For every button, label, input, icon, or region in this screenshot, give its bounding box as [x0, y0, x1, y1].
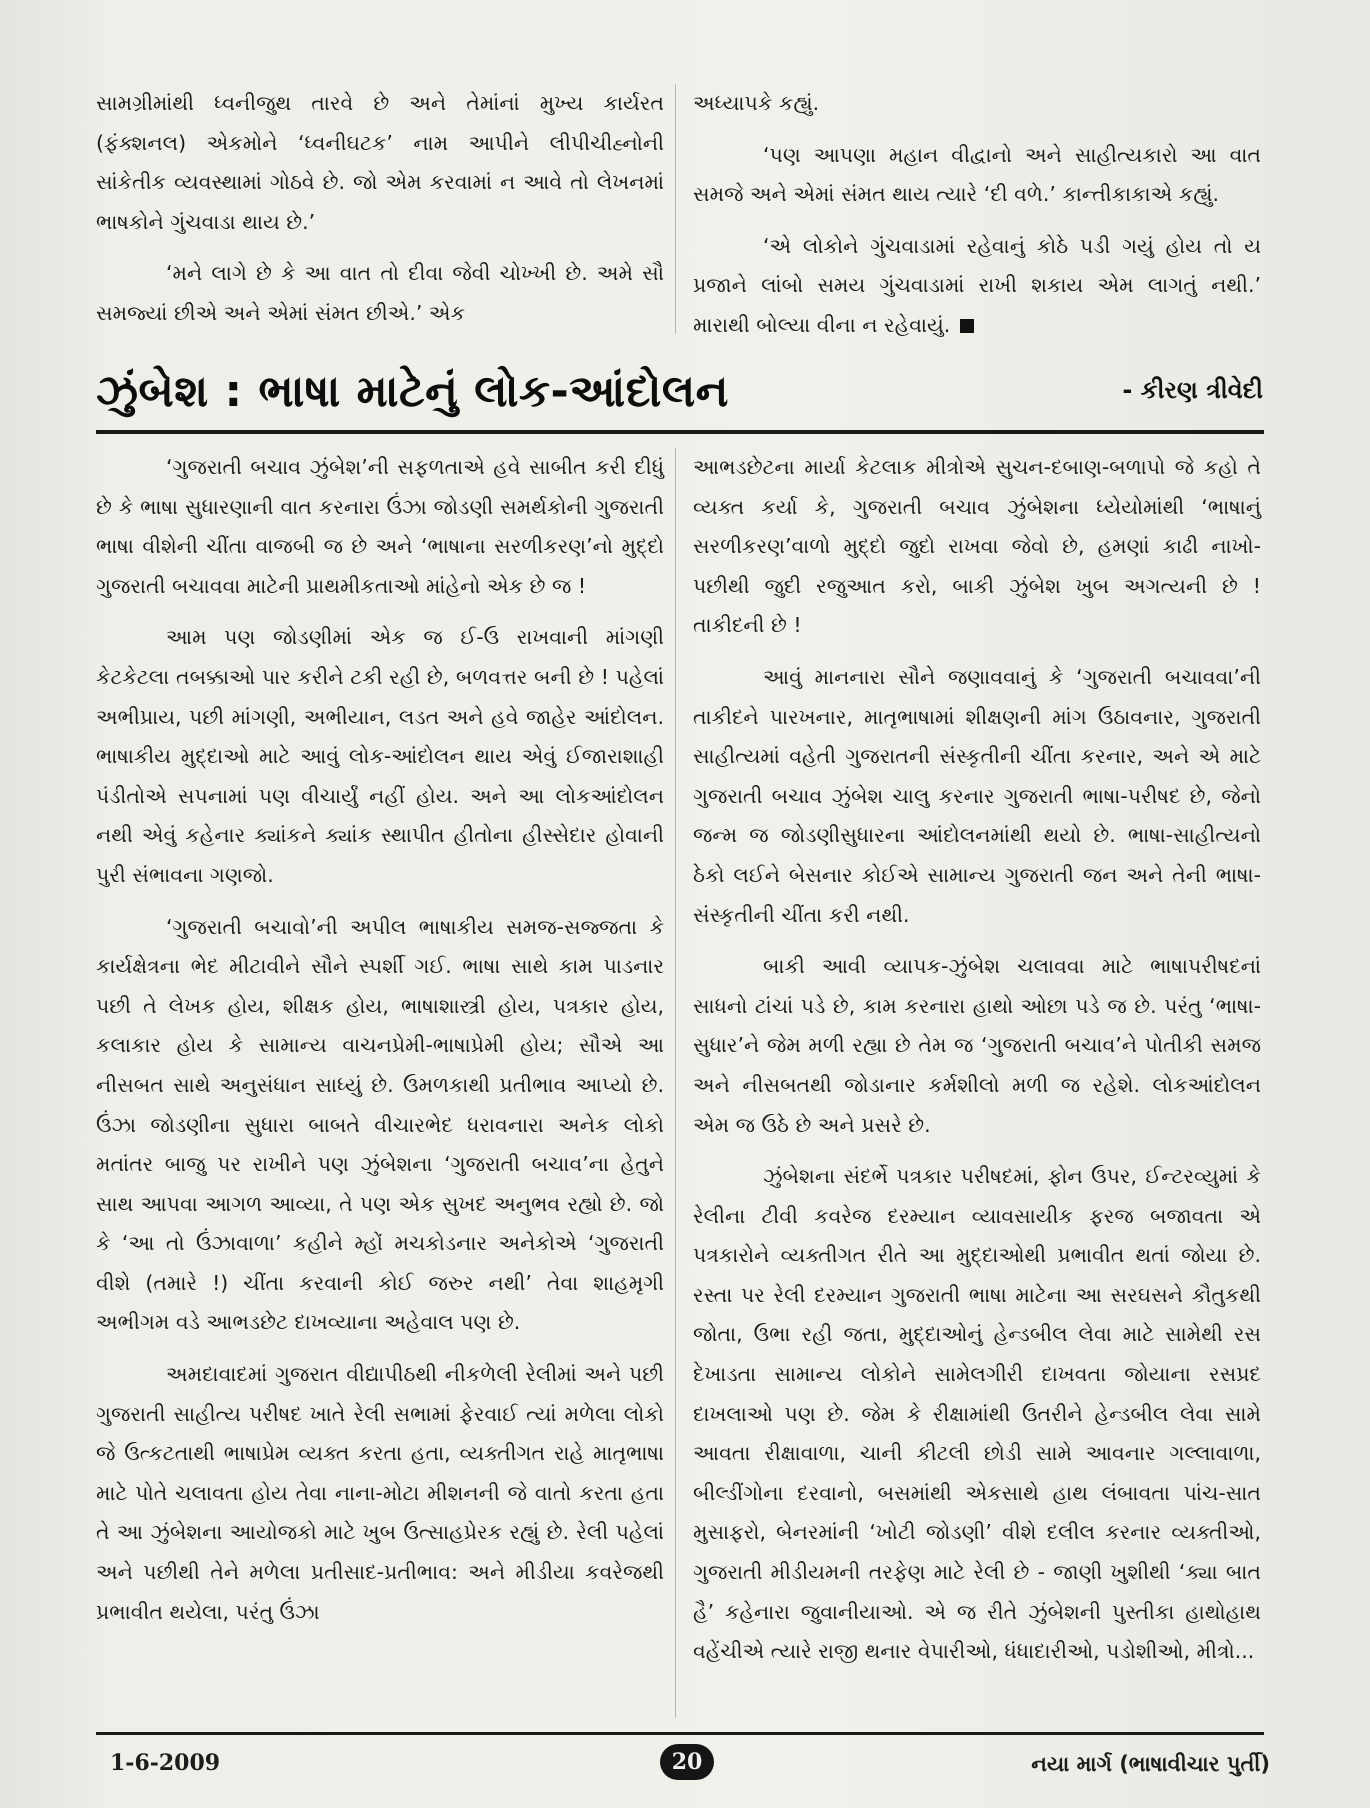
column-divider	[675, 448, 676, 1718]
article-author: - કીરણ ત્રીવેદી	[1122, 376, 1263, 404]
title-rule	[96, 430, 1264, 434]
paragraph: બાકી આવી વ્યાપક-ઝુંબેશ ચલાવવા માટે ભાષાપરીષદનાં સાધનો ટાંચાં પડે છે, કામ કરનારા હાથો ઓછા પડે જ છે. પરંતુ ‘ભાષા-સુધાર’ને જેમ મળી રહ્યા છે તેમ જ ‘ગુજરાતી બચાવ’ને પોતીકી સમજ અને નીસબતથી જોડાનાર કર્મશીલો મળી જ રહેશે. લોકઆંદોલન એમ જ ઉઠે છે અને પ્રસરે છે.	[693, 954, 1261, 1137]
article-title: ઝુંબેશ : ભાષા માટેનું લોક-આંદોલન	[96, 366, 729, 417]
paragraph: સામગ્રીમાંથી ધ્વનીજુથ તારવે છે અને તેમાંનાં મુખ્ય કાર્યરત (ફંક્શનલ) એકમોને ‘ધ્વનીઘટક’ નામ આપીને લીપીચીહ્નોની સાંકેતીક વ્યવસ્થામાં ગોઠવે છે. જો એમ કરવામાં ન આવે તો લેખનમાં ભાષકોને ગુંચવાડા થાય છે.’	[96, 91, 664, 234]
paragraph-with-endmark	[693, 227, 1261, 346]
issue-date: 1-6-2009	[110, 1750, 221, 1776]
paragraph: આભડછેટના માર્યા કેટલાક મીત્રોએ સુચન-દબાણ-બળાપો જે કહો તે વ્યક્ત કર્યા કે, ગુજરાતી બચાવ ઝુંબેશના ધ્યેયોમાંથી ‘ભાષાનું સરળીકરણ’વાળો મુદ્દો જુદો રાખવા જેવો છે, હમણાં કાઢી નાખો-પછીથી જુદી રજુઆત કરો, બાકી ઝુંબેશ ખુબ અગત્યની છે ! તાકીદની છે !	[693, 455, 1261, 638]
paragraph: ઝુંબેશના સંદર્ભે પત્રકાર પરીષદમાં, ફોન ઉપર, ઈન્ટરવ્યુમાં કે રેલીના ટીવી કવરેજ દરમ્યાન વ્યાવસાયીક ફરજ બજાવતા એ પત્રકારોને વ્યક્તીગત રીતે આ મુદ્દાઓથી પ્રભાવીત થતાં જોયા છે. રસ્તા પર રેલી દરમ્યાન ગુજરાતી ભાષા માટેના આ સરઘસને કૌતુકથી જોતા, ઉભા રહી જતા, મુદ્દાઓનું હેન્ડબીલ લેવા માટે સામેથી રસ દેખાડતા સામાન્ય લોકોને સામેલગીરી દાખવતા જોયાના રસપ્રદ દાખલાઓ પણ છે. જેમ કે રીક્ષામાંથી ઉતરીને હેન્ડબીલ લેવા સામે આવતા રીક્ષાવાળા, ચાની કીટલી છોડી સામે આવનાર ગલ્લાવાળા, બીલ્ડીંગોના દરવાનો, બસમાંથી એકસાથે હાથ લંબાવતા પાંચ-સાત મુસાફરો, બેનરમાંની ‘ખોટી જોડણી’ વીશે દલીલ કરનાર વ્યક્તીઓ, ગુજરાતી મીડીયમની તરફેણ માટે રેલી છે - જાણી ખુશીથી ‘ક્યા બાત હૈ’ કહેનારા જુવાનીયાઓ. એ જ રીતે ઝુંબેશની પુસ્તીકા હાથોહાથ વહેંચીએ ત્યારે રાજી થનાર વેપારીઓ, ધંધાદારીઓ, પડોશીઓ, મીત્રો...	[693, 1164, 1261, 1664]
page-number: 20	[660, 1744, 714, 1780]
paragraph: આમ પણ જોડણીમાં એક જ ઈ-ઉ રાખવાની માંગણી કેટકેટલા તબક્કાઓ પાર કરીને ટકી રહી છે, બળવત્તર બની છે ! પહેલાં અભીપ્રાય, પછી માંગણી, અભીયાન, લડત અને હવે જાહેર આંદોલન. ભાષાકીય મુદ્દાઓ માટે આવું લોક-આંદોલન થાય એવું ઈજારાશાહી પંડીતોએ સપનામાં પણ વીચાર્યું નહીં હોય. અને આ લોકઆંદોલન નથી એવું કહેનાર ક્યાંકને ક્યાંક સ્થાપીત હીતોના હીસ્સેદાર હોવાની પુરી સંભાવના ગણજો.	[96, 625, 664, 887]
column-divider	[675, 84, 676, 334]
paragraph: અધ્યાપકે કહ્યું.	[693, 91, 820, 115]
paragraph: આવું માનનારા સૌને જણાવવાનું કે ‘ગુજરાતી બચાવવા’ની તાકીદને પારખનાર, માતૃભાષામાં શીક્ષણની માંગ ઉઠાવનાર, ગુજરાતી સાહીત્યમાં વહેતી ગુજરાતની સંસ્કૃતીની ચીંતા કરનાર, અને એ માટે ગુજરાતી બચાવ ઝુંબેશ ચાલુ કરનાર ગુજરાતી ભાષા-પરીષદ છે, જેનો જન્મ જ જોડણીસુધારના આંદોલનમાંથી થયો છે. ભાષા-સાહીત્યનો ઠેકો લઈને બેસનાર કોઈએ સામાન્ય ગુજરાતી જન અને તેની ભાષા-સંસ્કૃતીની ચીંતા કરી નથી.	[693, 664, 1261, 927]
paragraph: ‘પણ આપણા મહાન વીદ્વાનો અને સાહીત્યકારો આ વાત સમજે અને એમાં સંમત થાય ત્યારે ‘દી વળે.’ કાન્તીકાકાએ કહ્યું.	[693, 142, 1261, 207]
top-left-column	[96, 84, 664, 346]
publication-name: નયા માર્ગ (ભાષાવીચાર પુર્તી)	[1031, 1752, 1270, 1776]
paragraph: અમદાવાદમાં ગુજરાત વીદ્યાપીઠથી નીકળેલી રેલીમાં અને પછી ગુજરાતી સાહીત્ય પરીષદ ખાતે રેલી સભામાં ફેરવાઈ ત્યાં મળેલા લોકો જે ઉત્કટતાથી ભાષાપ્રેમ વ્યક્ત કરતા હતા, વ્યક્તીગત રાહે માતૃભાષા માટે પોતે ચલાવતા હોય તેવા નાના-મોટા મીશનની જે વાતો કરતા હતા તે આ ઝુંબેશના આયોજકો માટે ખુબ ઉત્સાહપ્રેરક રહ્યું છે. રેલી પહેલાં અને પછીથી તેને મળેલા પ્રતીસાદ-પ્રતીભાવ: અને મીડીયા કવરેજથી પ્રભાવીત થયેલા, પરંતુ ઉંઝા	[96, 1362, 664, 1624]
end-mark-icon	[960, 319, 974, 333]
paragraph: ‘ગુજરાતી બચાવો’ની અપીલ ભાષાકીય સમજ-સજ્જતા કે કાર્યક્ષેત્રના ભેદ મીટાવીને સૌને સ્પર્શી ગઈ. ભાષા સાથે કામ પાડનાર પછી તે લેખક હોય, શીક્ષક હોય, ભાષાશાસ્ત્રી હોય, પત્રકાર હોય, કલાકાર હોય કે સામાન્ય વાચનપ્રેમી-ભાષાપ્રેમી હોય; સૌએ આ નીસબત સાથે અનુસંધાન સાધ્યું છે. ઉમળકાથી પ્રતીભાવ આપ્યો છે. ઉંઝા જોડણીના સુધારા બાબતે વીચારભેદ ધરાવનારા અનેક લોકો મતાંતર બાજુ પર રાખીને પણ ઝુંબેશના ‘ગુજરાતી બચાવ’ના હેતુને સાથ આપવા આગળ આવ્યા, તે પણ એક સુખદ અનુભવ રહ્યો છે. જો કે ‘આ તો ઉંઝાવાળા’ કહીને મ્હોં મચકોડનાર અનેકોએ ‘ગુજરાતી વીશે (તમારે !) ચીંતા કરવાની કોઈ જરુર નથી’ તેવા શાહમૃગી અભીગમ વડે આભડછેટ દાખવ્યાના અહેવાલ પણ છે.	[96, 914, 664, 1335]
article-left-column	[96, 448, 664, 1644]
paragraph-text: ‘એ લોકોને ગુંચવાડામાં રહેવાનું કોઠે પડી ગયું હોય તો ય પ્રજાને લાંબો સમય ગુંચવાડામાં રાખી શકાય એમ લાગતું નથી.’ મારાથી બોલ્યા વીના ન રહેવાયું.	[693, 233, 1261, 337]
paragraph: ‘ગુજરાતી બચાવ ઝુંબેશ’ની સફળતાએ હવે સાબીત કરી દીધું છે કે ભાષા સુધારણાની વાત કરનારા ઉંઝા જોડણી સમર્થકોની ગુજરાતી ભાષા વીશેની ચીંતા વાજબી જ છે અને ‘ભાષાના સરળીકરણ’નો મુદ્દો ગુજરાતી બચાવવા માટેની પ્રાથમીકતાઓ માંહેનો એક છે જ !	[96, 455, 664, 598]
footer-rule	[96, 1732, 1264, 1735]
paragraph: ‘મને લાગે છે કે આ વાત તો દીવા જેવી ચોખ્ખી છે. અમે સૌ સમજ્યાં છીએ અને એમાં સંમત છીએ.’ એક	[96, 261, 664, 325]
top-right-column	[693, 84, 1261, 358]
article-right-column	[693, 448, 1261, 1684]
